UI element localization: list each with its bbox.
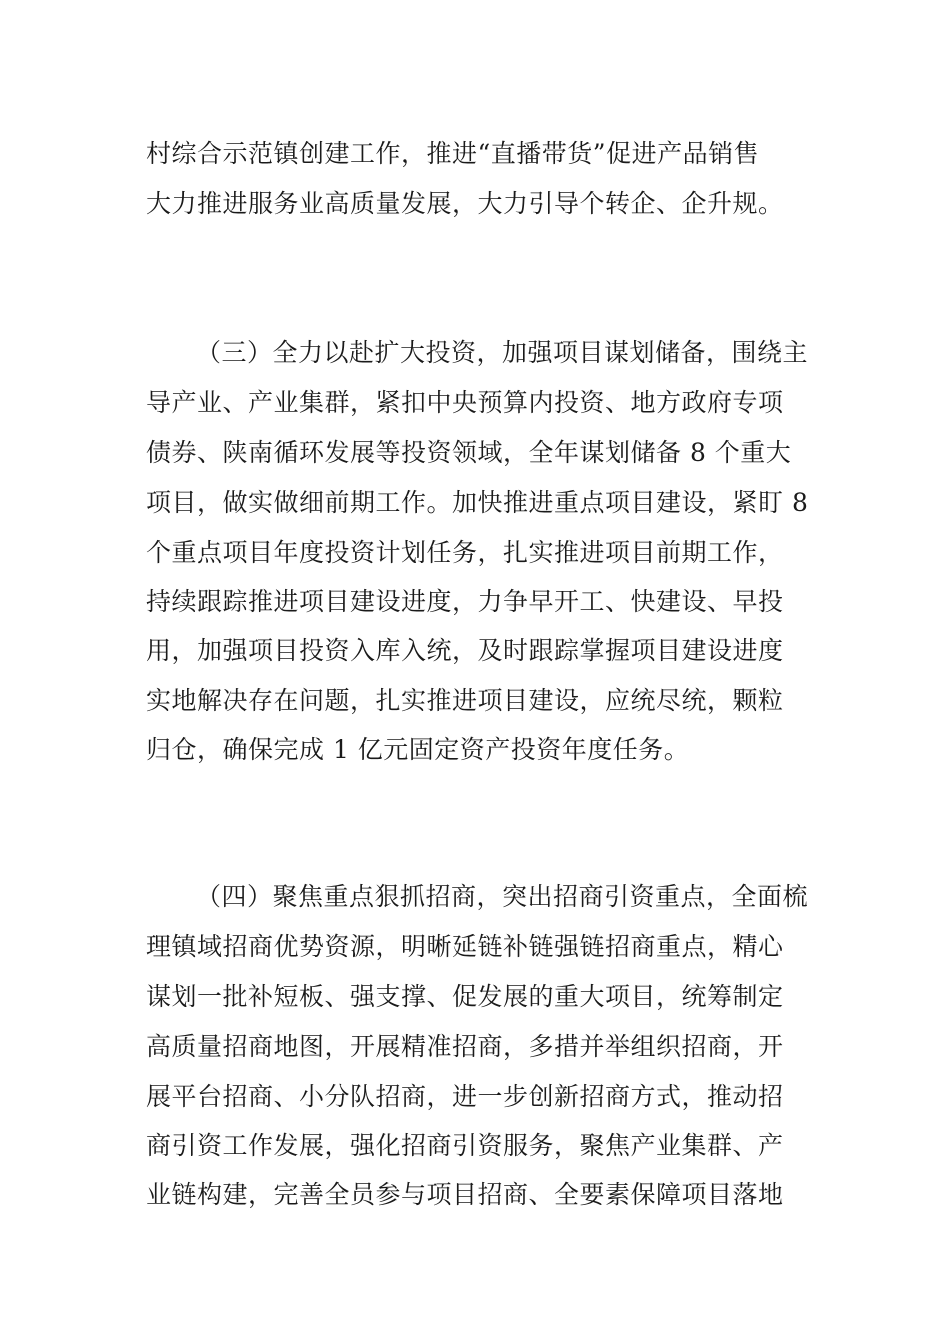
paragraph-line: （三）全力以赴扩大投资，加强项目谋划储备，围绕主 xyxy=(196,338,809,367)
paragraph-line: （四）聚焦重点狠抓招商，突出招商引资重点，全面梳 xyxy=(196,882,809,911)
paragraph-line: 商引资工作发展，强化招商引资服务，聚焦产业集群、产 xyxy=(146,1131,784,1160)
paragraph-line: 谋划一批补短板、强支撑、促发展的重大项目，统筹制定 xyxy=(146,982,784,1011)
paragraph-line: 高质量招商地图，开展精准招商，多措并举组织招商，开 xyxy=(146,1032,784,1061)
paragraph-line: 用，加强项目投资入库入统，及时跟踪掌握项目建设进度 xyxy=(146,636,784,665)
paragraph-line: 持续跟踪推进项目建设进度，力争早开工、快建设、早投 xyxy=(146,587,784,616)
paragraph-line: 实地解决存在问题，扎实推进项目建设，应统尽统，颗粒 xyxy=(146,686,784,715)
paragraph-line: 归仓，确保完成 1 亿元固定资产投资年度任务。 xyxy=(146,735,690,764)
paragraph-line: 债券、陕南循环发展等投资领域，全年谋划储备 8 个重大 xyxy=(146,438,792,467)
paragraph-line: 项目，做实做细前期工作。加快推进重点项目建设，紧盯 8 xyxy=(146,488,809,517)
paragraph-line: 理镇域招商优势资源，明晰延链补链强链招商重点，精心 xyxy=(146,932,784,961)
paragraph-line: 业链构建，完善全员参与项目招商、全要素保障项目落地 xyxy=(146,1180,784,1209)
paragraph-line: 村综合示范镇创建工作，推进“直播带货”促进产品销售 xyxy=(146,139,760,168)
paragraph-line: 展平台招商、小分队招商，进一步创新招商方式，推动招 xyxy=(146,1082,784,1111)
paragraph-line: 大力推进服务业高质量发展，大力引导个转企、企升规。 xyxy=(146,189,784,218)
paragraph-line: 个重点项目年度投资计划任务，扎实推进项目前期工作， xyxy=(146,538,784,567)
paragraph-line: 导产业、产业集群，紧扣中央预算内投资、地方政府专项 xyxy=(146,388,784,417)
